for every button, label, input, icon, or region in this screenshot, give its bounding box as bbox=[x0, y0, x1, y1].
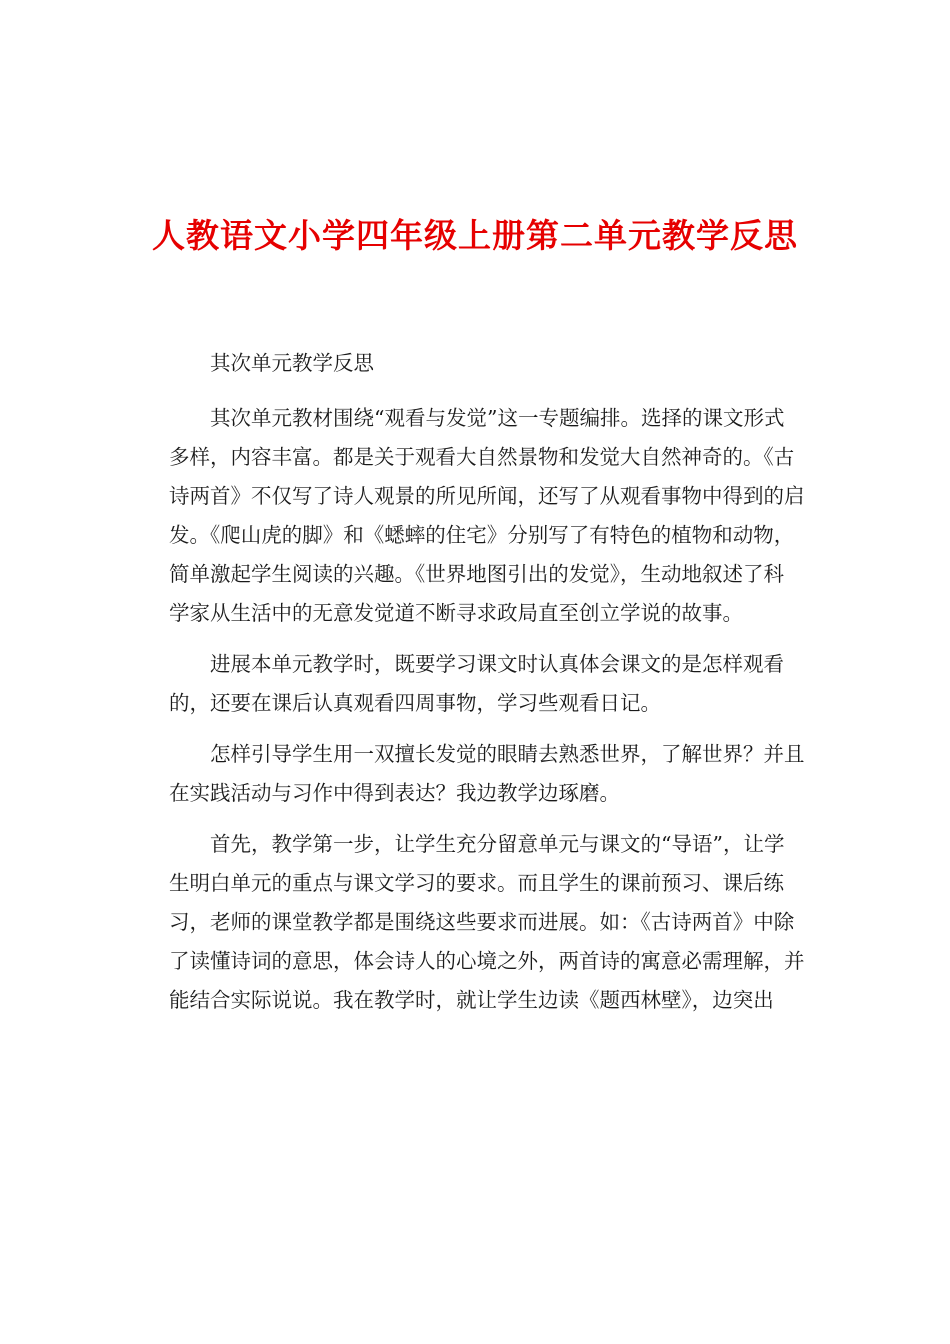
paragraph-line: 了读懂诗词的意思，体会诗人的心境之外，两首诗的寓意必需理解，并 bbox=[169, 949, 805, 973]
paragraph-line: 发。《爬山虎的脚》和《蟋蟀的住宅》分别写了有特色的植物和动物， bbox=[169, 523, 795, 547]
section-heading-paragraph bbox=[128, 344, 834, 383]
paragraph-line: 首先，教学第一步，让学生充分留意单元与课文的“导语”，让学 bbox=[210, 832, 785, 856]
document-body bbox=[128, 344, 834, 1032]
paragraph-line: 能结合实际说说。我在教学时，就让学生边读《题西林壁》，边突出 bbox=[169, 988, 774, 1012]
paragraph-line: 其次单元教学反思 bbox=[210, 351, 374, 375]
paragraph-line: 在实践活动与习作中得到表达？我边教学边琢磨。 bbox=[169, 781, 620, 805]
paragraph-line: 多样，内容丰富。都是关于观看大自然景物和发觉大自然神奇的。《古 bbox=[169, 445, 795, 469]
body-paragraph bbox=[128, 399, 834, 633]
paragraph-line: 进展本单元教学时，既要学习课文时认真体会课文的是怎样观看 bbox=[210, 652, 784, 676]
paragraph-line: 其次单元教材围绕“观看与发觉”这一专题编排。选择的课文形式 bbox=[210, 406, 785, 430]
paragraph-line: 诗两首》不仅写了诗人观景的所见所闻，还写了从观看事物中得到的启 bbox=[169, 484, 805, 508]
body-paragraph bbox=[128, 645, 834, 723]
paragraph-line: 习，老师的课堂教学都是围绕这些要求而进展。如：《古诗两首》中除 bbox=[169, 910, 795, 934]
body-paragraph bbox=[128, 735, 834, 813]
document-title: 人教语文小学四年级上册第二单元教学反思 bbox=[152, 216, 798, 255]
paragraph-line: 的，还要在课后认真观看四周事物，学习些观看日记。 bbox=[169, 691, 661, 715]
paragraph-line: 生明白单元的重点与课文学习的要求。而且学生的课前预习、课后练 bbox=[169, 871, 784, 895]
paragraph-line: 简单激起学生阅读的兴趣。《世界地图引出的发觉》，生动地叙述了科 bbox=[169, 562, 784, 586]
body-paragraph bbox=[128, 825, 834, 1020]
paragraph-line: 怎样引导学生用一双擅长发觉的眼睛去熟悉世界，了解世界？并且 bbox=[210, 742, 805, 766]
paragraph-line: 学家从生活中的无意发觉道不断寻求政局直至创立学说的故事。 bbox=[169, 601, 743, 625]
